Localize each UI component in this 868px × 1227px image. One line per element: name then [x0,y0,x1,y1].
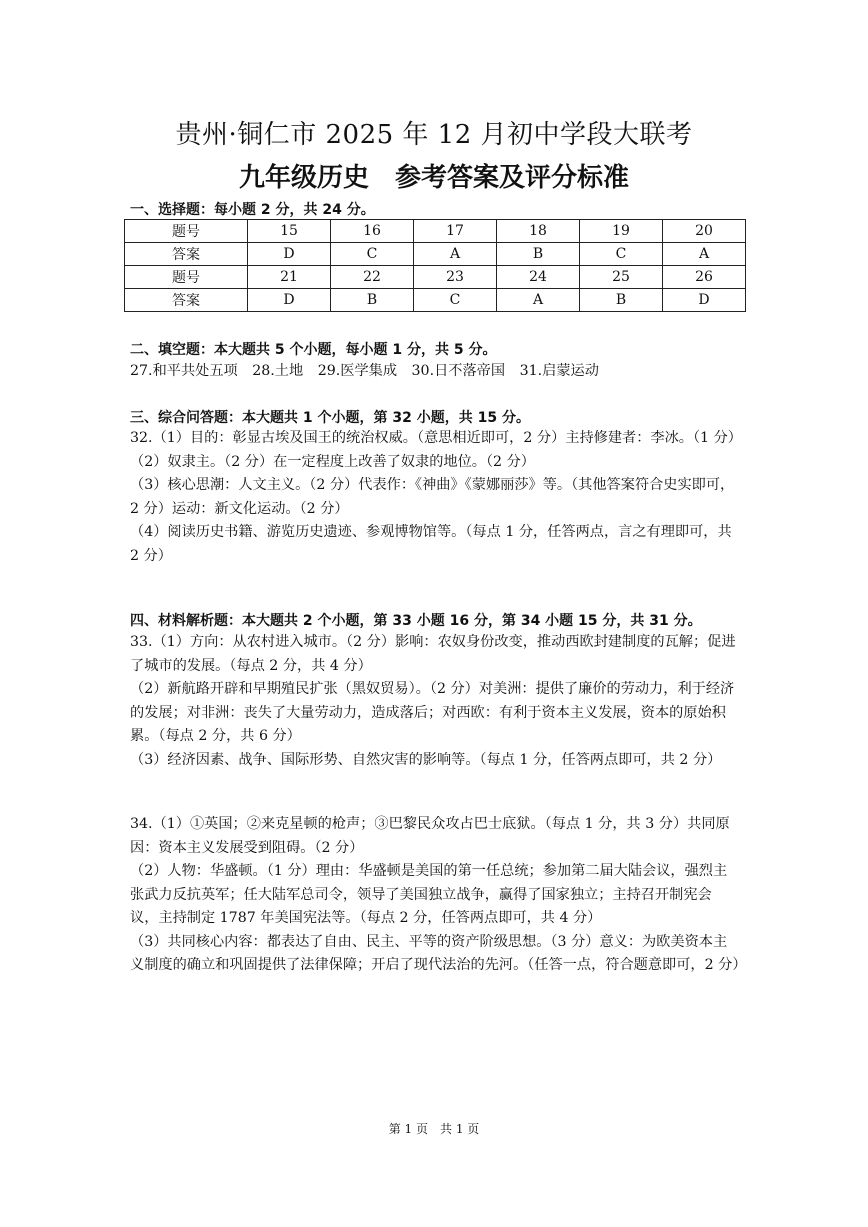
fill-answer: 28.土地 [252,363,304,379]
section2-heading: 二、填空题：本大题共 5 个小题，每小题 1 分，共 5 分。 [130,342,497,358]
table-cell: D [248,289,331,312]
answer-line: 32.（1）目的：彰显古埃及国王的统治权威。（意思相近即可，2 分）主持修建者：李冰。（1 分） [130,430,742,446]
table-cell: A [663,243,746,266]
section1-heading: 一、选择题：每小题 2 分，共 24 分。 [130,202,375,218]
page-number: 第 1 页 共 1 页 [388,1122,480,1136]
fill-answer: 31.启蒙运动 [519,363,599,379]
table-cell: 17 [414,220,497,243]
section4-heading: 四、材料解析题：本大题共 2 个小题，第 33 小题 16 分，第 34 小题 15 分，共 31 分。 [130,613,702,629]
table-cell: 24 [497,266,580,289]
table-cell: 20 [663,220,746,243]
answer-line: （2）人物：华盛顿。（1 分）理由：华盛顿是美国的第一任总统；参加第二届大陆会议，强烈主张武力反抗英军；任大陆军总司令，领导了美国独立战争，赢得了国家独立；主持召开制宪会议，主持制定 1787 年美国宪法等。（每点 2 分，任答两点即可，共 4 分） [130,863,728,926]
answer-line: （3）经济因素、战争、国际形势、自然灾害的影响等。（每点 1 分，任答两点即可，共 2 分） [130,751,722,768]
table-cell: 22 [331,266,414,289]
table-cell: 19 [580,220,663,243]
table-cell: 21 [248,266,331,289]
answer-line: （4）阅读历史书籍、游览历史遗迹、参观博物馆等。（每点 1 分，任答两点，言之有理即可，共 2 分） [130,524,732,564]
q33-answer-block [130,631,740,772]
table-cell: B [331,289,414,312]
table-cell: C [331,243,414,266]
table-row [125,243,746,266]
table-cell: 16 [331,220,414,243]
section3-heading: 三、综合问答题：本大题共 1 个小题，第 32 小题，共 15 分。 [130,410,530,426]
answer-line: （2）新航路开辟和早期殖民扩张（黑奴贸易）。（2 分）对美洲：提供了廉价的劳动力，利于经济的发展；对非洲：丧失了大量劳动力，造成落后；对西欧：有利于资本主义发展，资本的原始积累。（每点 2 分，共 6 分） [130,681,735,744]
table-cell: 18 [497,220,580,243]
fill-in-answers [130,360,609,380]
fill-answer: 30.日不落帝国 [411,363,506,379]
answer-line: （3）核心思潮：人文主义。（2 分）代表作：《神曲》《蒙娜丽莎》等。（其他答案符合史实即可，2 分）运动：新文化运动。（2 分） [130,477,735,517]
table-cell: D [663,289,746,312]
table-cell: 26 [663,266,746,289]
table-cell: 25 [580,266,663,289]
answer-line: （2）奴隶主。（2 分）在一定程度上改善了奴隶的地位。（2 分） [130,453,535,470]
table-cell: C [414,289,497,312]
exam-title: 贵州·铜仁市 2025 年 12 月初中学段大联考 [175,120,693,150]
answer-key-title: 九年级历史 参考答案及评分标准 [238,163,629,193]
answer-line: 34.（1）①英国；②来克星顿的枪声；③巴黎民众攻占巴士底狱。（每点 1 分，共 3 分）共同原因：资本主义发展受到阻碍。（2 分） [130,816,730,856]
row-label: 答案 [125,243,248,266]
table-cell: B [580,289,663,312]
table-cell: A [497,289,580,312]
fill-answer: 27.和平共处五项 [130,363,238,379]
table-row [125,289,746,312]
table-cell: C [580,243,663,266]
row-label: 题号 [125,266,248,289]
table-cell: 23 [414,266,497,289]
answer-line: （3）共同核心内容：都表达了自由、民主、平等的资产阶级思想。（3 分）意义：为欧美资本主义制度的确立和巩固提供了法律保障；开启了现代法治的先河。（任答一点，符合题意即可，2 分） [130,933,747,973]
table-row [125,266,746,289]
table-row [125,220,746,243]
q34-answer-block [130,813,747,978]
fill-answer: 29.医学集成 [317,363,398,379]
table-cell: D [248,243,331,266]
table-cell: 15 [248,220,331,243]
row-label: 题号 [125,220,248,243]
q32-answer-block [130,427,740,568]
choice-answer-table [124,219,746,312]
table-cell: B [497,243,580,266]
row-label: 答案 [125,289,248,312]
table-cell: A [414,243,497,266]
answer-line: 33.（1）方向：从农村进入城市。（2 分）影响：农奴身份改变，推动西欧封建制度的瓦解；促进了城市的发展。（每点 2 分，共 4 分） [130,634,736,674]
